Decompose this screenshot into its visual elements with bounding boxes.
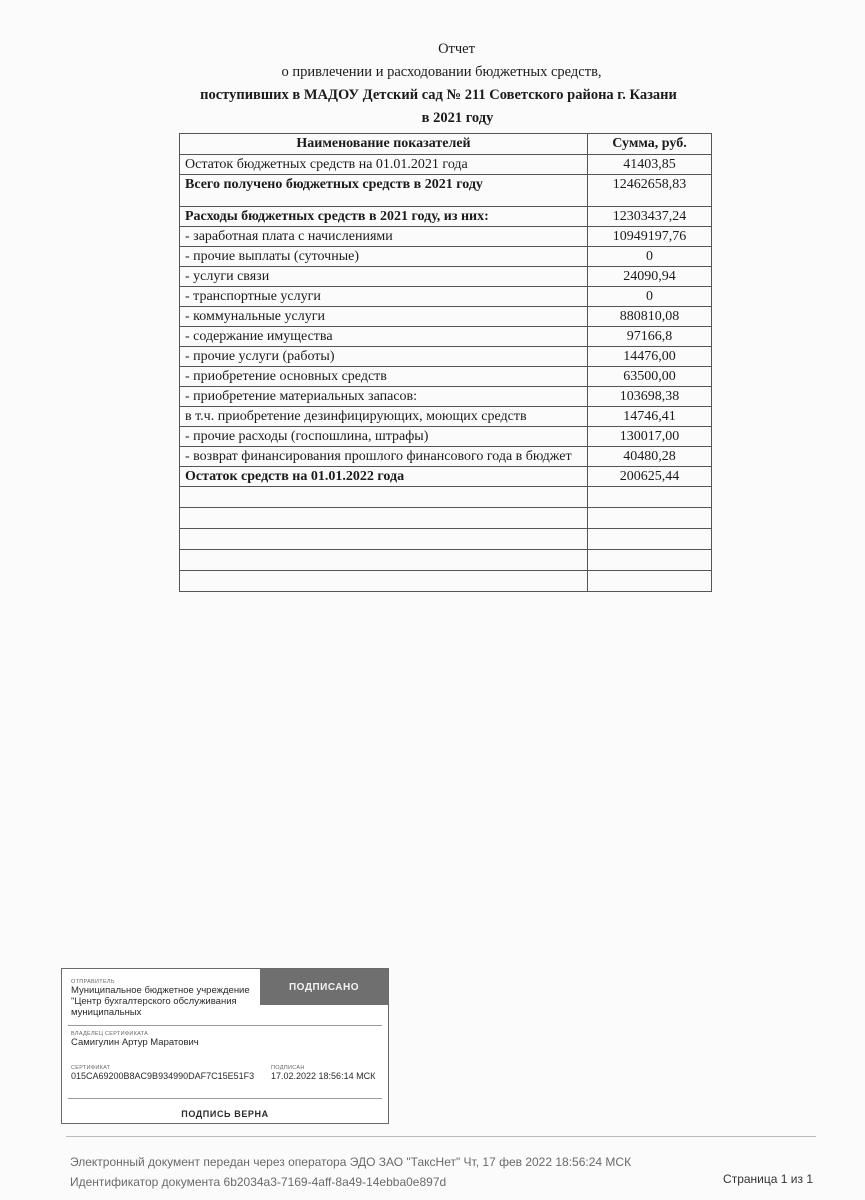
- row-name: - прочие выплаты (суточные): [180, 247, 588, 267]
- table-row: [180, 175, 712, 207]
- empty-cell: [180, 529, 588, 550]
- sender-name: Муниципальное бюджетное учреждение "Центр бухгалтерского обслуживания муниципальных: [71, 985, 250, 1018]
- row-amount: 14476,00: [588, 347, 712, 367]
- table-row: [180, 155, 712, 175]
- empty-cell: [588, 550, 712, 571]
- table-row: [180, 267, 712, 287]
- row-amount: 0: [588, 247, 712, 267]
- row-amount: 880810,08: [588, 307, 712, 327]
- empty-cell: [180, 508, 588, 529]
- row-amount: 130017,00: [588, 427, 712, 447]
- row-name: - приобретение материальных запасов:: [180, 387, 588, 407]
- table-row: [180, 247, 712, 267]
- row-name: - услуги связи: [180, 267, 588, 287]
- row-name: - прочие услуги (работы): [180, 347, 588, 367]
- row-amount: 103698,38: [588, 387, 712, 407]
- budget-report-table: [179, 133, 712, 592]
- row-amount: 12462658,83: [588, 175, 712, 207]
- row-name: Расходы бюджетных средств в 2021 году, из них:: [180, 207, 588, 227]
- owner-caption: ВЛАДЕЛЕЦ СЕРТИФИКАТА: [71, 1031, 149, 1037]
- document-title: [0, 38, 865, 130]
- row-name: в т.ч. приобретение дезинфицирующих, моющих средств: [180, 407, 588, 427]
- row-amount: 14746,41: [588, 407, 712, 427]
- row-amount: 0: [588, 287, 712, 307]
- signed-value: 17.02.2022 18:56:14 МСК: [271, 1071, 376, 1081]
- table-row: [180, 327, 712, 347]
- empty-cell: [588, 508, 712, 529]
- page-number: Страница 1 из 1: [723, 1172, 813, 1186]
- row-name: - коммунальные услуги: [180, 307, 588, 327]
- empty-cell: [588, 529, 712, 550]
- row-name: - содержание имущества: [180, 327, 588, 347]
- certificate-block: [71, 1065, 261, 1082]
- sender-caption: ОТПРАВИТЕЛЬ: [71, 979, 115, 985]
- stamp-divider: [68, 1098, 382, 1099]
- row-amount: 24090,94: [588, 267, 712, 287]
- table-row: [180, 347, 712, 367]
- empty-row: [180, 508, 712, 529]
- footer: [70, 1152, 631, 1192]
- table-row: [180, 367, 712, 387]
- stamp-divider: [68, 1025, 382, 1026]
- row-amount: 40480,28: [588, 447, 712, 467]
- table-row: [180, 467, 712, 487]
- title-line-2: о привлечении и расходовании бюджетных средств,: [281, 64, 602, 80]
- certificate-caption: СЕРТИФИКАТ: [71, 1065, 111, 1071]
- signature-verified-label: ПОДПИСЬ ВЕРНА: [181, 1109, 269, 1119]
- empty-cell: [180, 550, 588, 571]
- empty-row: [180, 487, 712, 508]
- title-line-1: Отчет: [438, 41, 475, 57]
- row-name: Остаток бюджетных средств на 01.01.2021 года: [180, 155, 588, 175]
- table-row: [180, 307, 712, 327]
- row-amount: 41403,85: [588, 155, 712, 175]
- signed-caption: ПОДПИСАН: [271, 1065, 305, 1071]
- row-name: Остаток средств на 01.01.2022 года: [180, 467, 588, 487]
- row-name: - приобретение основных средств: [180, 367, 588, 387]
- empty-cell: [180, 487, 588, 508]
- row-amount: 200625,44: [588, 467, 712, 487]
- table-row: [180, 227, 712, 247]
- row-name: - транспортные услуги: [180, 287, 588, 307]
- empty-row: [180, 571, 712, 592]
- table-row: [180, 427, 712, 447]
- row-amount: 12303437,24: [588, 207, 712, 227]
- empty-cell: [180, 571, 588, 592]
- sender-block: [71, 979, 256, 1018]
- owner-block: [71, 1031, 199, 1048]
- row-name: - заработная плата с начислениями: [180, 227, 588, 247]
- empty-row: [180, 550, 712, 571]
- row-amount: 97166,8: [588, 327, 712, 347]
- table-row: [180, 387, 712, 407]
- footer-operator-line: Электронный документ передан через оператора ЭДО ЗАО "ТаксНет" Чт, 17 фев 2022 18:56:24 МСК: [70, 1155, 632, 1169]
- table-row: [180, 447, 712, 467]
- table-header-row: [180, 134, 712, 155]
- row-name: - прочие расходы (госпошлина, штрафы): [180, 427, 588, 447]
- signed-badge: ПОДПИСАНО: [260, 969, 388, 1005]
- table-row: [180, 287, 712, 307]
- row-name: - возврат финансирования прошлого финансового года в бюджет: [180, 447, 588, 467]
- certificate-value: 015CA69200B8AC9B934990DAF7C15E51F3: [71, 1071, 255, 1081]
- empty-row: [180, 529, 712, 550]
- owner-name: Самигулин Артур Маратович: [71, 1037, 199, 1048]
- table-row: [180, 207, 712, 227]
- title-line-4: в 2021 году: [421, 110, 494, 126]
- empty-cell: [588, 487, 712, 508]
- column-header-name: Наименование показателей: [180, 134, 588, 155]
- column-header-amount: Сумма, руб.: [588, 134, 712, 155]
- empty-cell: [588, 571, 712, 592]
- signed-date-block: [271, 1065, 375, 1082]
- row-amount: 10949197,76: [588, 227, 712, 247]
- row-amount: 63500,00: [588, 367, 712, 387]
- footer-document-id: Идентификатор документа 6b2034a3-7169-4aff-8a49-14ebba0e897d: [70, 1175, 447, 1189]
- table-row: [180, 407, 712, 427]
- signature-stamp: [61, 968, 389, 1124]
- footer-divider: [66, 1136, 816, 1137]
- title-line-3: поступивших в МАДОУ Детский сад № 211 Советского района г. Казани: [200, 87, 677, 103]
- row-name: Всего получено бюджетных средств в 2021 году: [180, 175, 588, 207]
